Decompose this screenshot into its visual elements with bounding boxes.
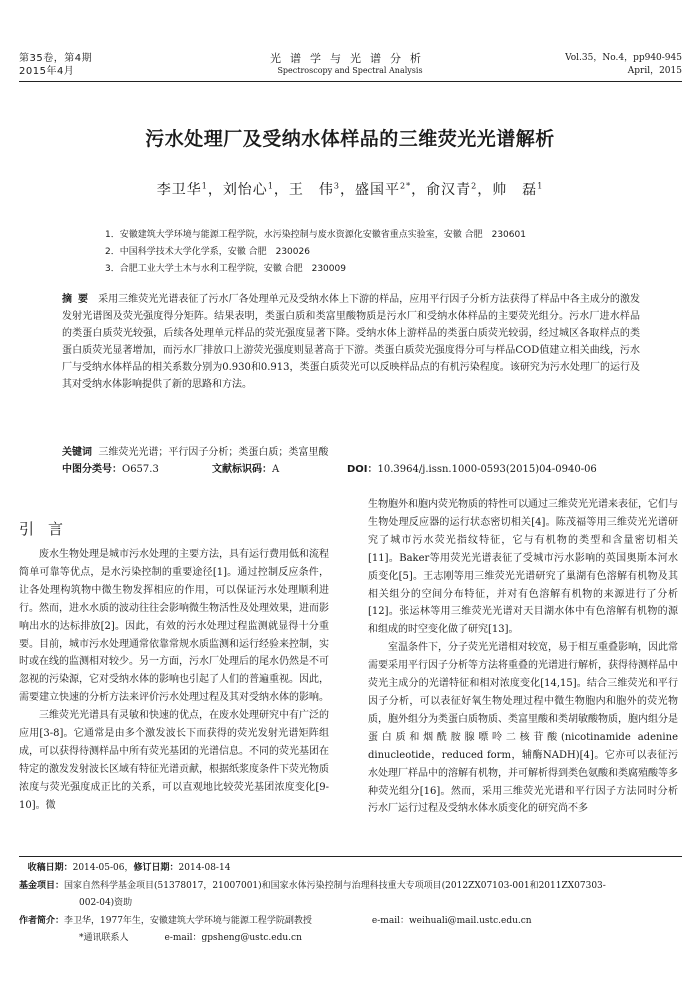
received-label: 收稿日期： — [27, 863, 73, 873]
publication-date: 2015年4月 — [19, 66, 75, 77]
volume-issue: 第35卷，第4期 — [19, 53, 93, 64]
fund-label: 基金项目： — [19, 880, 65, 891]
corresponding-label: *通讯联系人 — [79, 933, 129, 943]
paragraph: 废水生物处理是城市污水处理的主要方法，具有运行费用低和流程简单可靠等优点，是水污染控制的重要途径[1]。通过控制反应条件，让各处理构筑物中微生物发挥相应的作用，可以保证污水处理顺利进行。然而，进水水质的波动往往会影响微生物活性及处理效果，进而影响出水的达标排放[2]。因此，有效的污水处理过程监测就显得十分重要。目前，城市污水处理通常依靠常规水质监测和运行经验来控制，实时或在线的监测相对较少。另一方面，污水厂处理后的尾水仍然是不可忽视的污染源，它对受纳水体的影响也引起了人们的普遍重视。因此，需要建立快速的分析方法来评价污水处理过程及其对受纳水体的影响。 — [19, 549, 329, 704]
clc-label: 中图分类号： — [62, 464, 122, 475]
fund-text: 国家自然科学基金项目(51378017，21007001)和国家水体污染控制与治理科技重大专项项目(2012ZX07103-001和2011ZX07303- — [64, 880, 606, 891]
author: 刘怡心$^1$ — [222, 181, 274, 198]
keywords-label: 关键词 — [62, 447, 92, 458]
header-rule — [19, 81, 682, 82]
dates-line: 收稿日期：2014-05-06，修订日期：2014-08-14 — [27, 863, 231, 873]
author-list: 李卫华$^1$，刘怡心$^1$，王 伟$^3$，盛国平$^{2*}$，俞汉青$^2$，帅 磊$^1$ — [156, 181, 544, 198]
author-bio-text: 李卫华，1977年生，安徽建筑大学环境与能源工程学院副教授 — [64, 915, 312, 926]
classification-line — [62, 461, 640, 478]
abstract — [62, 291, 640, 393]
section-title-introduction: 引言 — [19, 520, 78, 538]
paragraph: 室温条件下，分子荧光光谱相对较宽，易于相互重叠影响，因此常需要采用平行因子分析等方法将重叠的光谱进行解析，获得待测样品中荧光主成分的光谱特征和相对浓度变化[14,15]。结合三维荧光和平行因子分析，可以表征好氧生物处理过程中微生物胞内和胞外的荧光物质，胞外组分为类蛋白质物质、类富里酸和类胡敏酸物质，胞内组分是蛋白质和烟酰胺腺嘌呤二核苷酸(nicotinamide adenine dinucleotide，reduced form，辅酶NADH)[4]。它亦可以表征污水处理厂样品中的溶解有机物，并可解析得到类色氨酸和类腐殖酸等多种荧光组分[16]。然而，采用三维荧光光谱和平行因子方法同时分析污水厂运行过程及受纳水体水质变化的研究尚不多 — [368, 642, 678, 815]
author: 盛国平$^{2*}$ — [355, 181, 412, 198]
author-bio-line — [19, 913, 682, 931]
doc-code-label: 文献标识码： — [212, 464, 272, 475]
affiliation: 3．合肥工业大学土木与水利工程学院，安徽 合肥 230009 — [105, 264, 346, 274]
doc-code-value: A — [272, 464, 280, 475]
revised-label: 修订日期： — [133, 863, 179, 873]
footnote-rule — [19, 856, 682, 857]
journal-name — [200, 52, 500, 77]
volume-pages: Vol.35，No.4，pp940-945 — [565, 53, 682, 63]
paper-title: 污水处理厂及受纳水体样品的三维荧光光谱解析 — [145, 128, 555, 150]
paragraph: 三维荧光光谱具有灵敏和快速的优点，在废水处理研究中有广泛的应用[3-8]。它通常是由多个激发波长下而获得的荧光发射光谱矩阵组成，可以获得待测样品中所有荧光基团的光谱信息。不同的荧光基团在特定的激发发射波长区域有特征光谱贡献，根据纸浆度条件下荧光物质浓度与荧光强度成正比的关系，可以直观地比较荧光基团浓度变化[9-10]。微 — [19, 710, 329, 811]
keywords-text: 三维荧光光谱；平行因子分析；类蛋白质；类富里酸 — [98, 447, 329, 458]
author: 李卫华$^1$ — [156, 181, 208, 198]
publication-month: April，2015 — [627, 66, 682, 76]
abstract-text: 采用三维荧光光谱表征了污水厂各处理单元及受纳水体上下游的样品，应用平行因子分析方法获得了样品中各主成分的激发发射光谱图及荧光强度得分矩阵。结果表明，类蛋白质和类富里酸物质是污水厂和受纳水体样品的主要荧光组分。污水厂进水样品的类蛋白质荧光较强，后续各处理单元样品的荧光强度显著下降。受纳水体上游样品的类蛋白质荧光较弱，经过城区各取样点的类蛋白质荧光显著增加，而污水厂排放口上游荧光强度则显著高于下游。类蛋白质荧光强度得分可与样品COD值建立相关曲线，污水厂与受纳水体样品的相关系数分别为0.930和0.913，类蛋白质荧光可以反映样品点的有机污染程度。该研究为污水处理厂的运行及其对受纳水体影响提供了新的思路和方法。 — [62, 294, 641, 390]
corresponding-line — [19, 930, 682, 948]
intro-left-column — [19, 546, 329, 815]
author: 俞汉青$^2$ — [426, 181, 478, 198]
corresponding-email: e-mail：gpsheng@ustc.edu.cn — [164, 933, 302, 943]
received-date: 2014-05-06 — [72, 863, 125, 873]
clc-value: O657.3 — [122, 464, 159, 475]
intro-right-column — [368, 496, 678, 818]
abstract-label: 摘要 — [62, 294, 95, 305]
author-email: e-mail：weihuali@mail.ustc.edu.cn — [371, 915, 532, 926]
journal-pages-info — [565, 52, 682, 78]
author: 帅 磊$^1$ — [492, 181, 544, 198]
doi-value: 10.3964/j.issn.1000-0593(2015)04-0940-06 — [377, 464, 597, 475]
journal-name-cn: 光谱学与光谱分析 — [270, 52, 430, 65]
footnotes — [19, 860, 682, 948]
doi-label: DOI： — [347, 464, 378, 475]
author-bio-label: 作者简介： — [19, 915, 65, 926]
fund-line — [19, 878, 682, 896]
journal-volume-info — [19, 52, 92, 78]
paragraph: 生物胞外和胞内荧光物质的特性可以通过三维荧光光谱来表征，它们与生物处理反应器的运行状态密切相关[4]。陈茂福等用三维荧光光谱研究了城市污水荧光指纹特征，它与有机物的类型和含量密切相关[11]。Baker等用荧光光谱表征了受城市污水影响的英国奥斯本河水质变化[5]。王志刚等用三维荧光光谱研究了巢湖有色溶解有机物及其相关组分的空间分布特征，并对有色溶解有机物的来源进行了分析[12]。张运林等用三维荧光光谱对天目湖水体中有色溶解有机物的源和组成的时空变化做了研究[13]。 — [368, 499, 678, 636]
fund-line-cont: 002-04)资助 — [79, 898, 133, 908]
revised-date: 2014-08-14 — [178, 863, 231, 873]
affiliations — [105, 227, 526, 278]
journal-name-en: Spectroscopy and Spectral Analysis — [277, 66, 423, 75]
affiliation: 2．中国科学技术大学化学系，安徽 合肥 230026 — [105, 247, 310, 257]
author: 王 伟$^3$ — [288, 181, 340, 198]
affiliation: 1．安徽建筑大学环境与能源工程学院，水污染控制与废水资源化安徽省重点实验室，安徽 合肥 230601 — [105, 230, 526, 240]
keywords — [62, 444, 640, 461]
